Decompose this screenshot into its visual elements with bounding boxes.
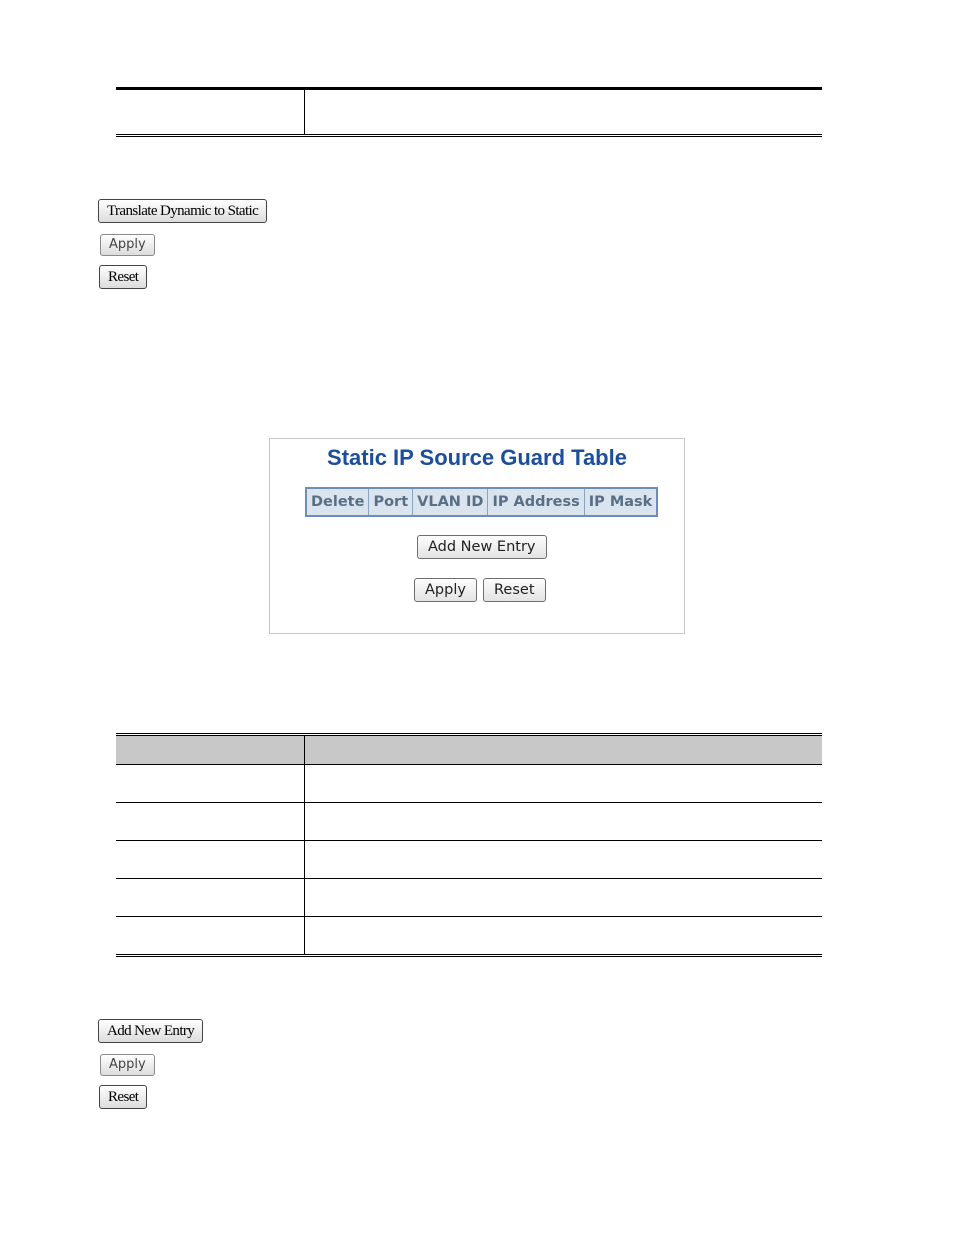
parameter-description-table — [116, 733, 822, 957]
column-header-port: Port — [369, 488, 413, 516]
apply-button[interactable]: Apply — [414, 578, 477, 602]
column-header-ip-address: IP Address — [488, 488, 584, 516]
add-new-entry-button[interactable]: Add New Entry — [98, 1019, 203, 1043]
table-row — [116, 917, 822, 956]
translate-dynamic-to-static-button[interactable]: Translate Dynamic to Static — [98, 199, 267, 223]
column-header-delete: Delete — [306, 488, 369, 516]
column-header-vlan-id: VLAN ID — [413, 488, 488, 516]
header-cell — [116, 735, 305, 765]
panel-title: Static IP Source Guard Table — [327, 445, 627, 470]
column-divider — [304, 90, 305, 134]
reset-button[interactable]: Reset — [99, 265, 147, 289]
apply-button[interactable]: Apply — [100, 1054, 155, 1076]
parameter-table-top — [116, 87, 822, 137]
table-header-row — [306, 488, 657, 516]
reset-button[interactable]: Reset — [99, 1085, 147, 1109]
table-header-row — [116, 735, 822, 765]
reset-button[interactable]: Reset — [483, 578, 546, 602]
apply-button[interactable]: Apply — [100, 234, 155, 256]
table-row — [116, 765, 822, 803]
add-new-entry-button[interactable]: Add New Entry — [417, 535, 547, 559]
table-row — [116, 879, 822, 917]
static-ip-source-guard-panel — [269, 438, 685, 634]
table-row — [116, 841, 822, 879]
header-cell — [305, 735, 823, 765]
table-row — [116, 803, 822, 841]
static-ip-source-guard-table — [305, 487, 658, 517]
column-header-ip-mask: IP Mask — [584, 488, 657, 516]
